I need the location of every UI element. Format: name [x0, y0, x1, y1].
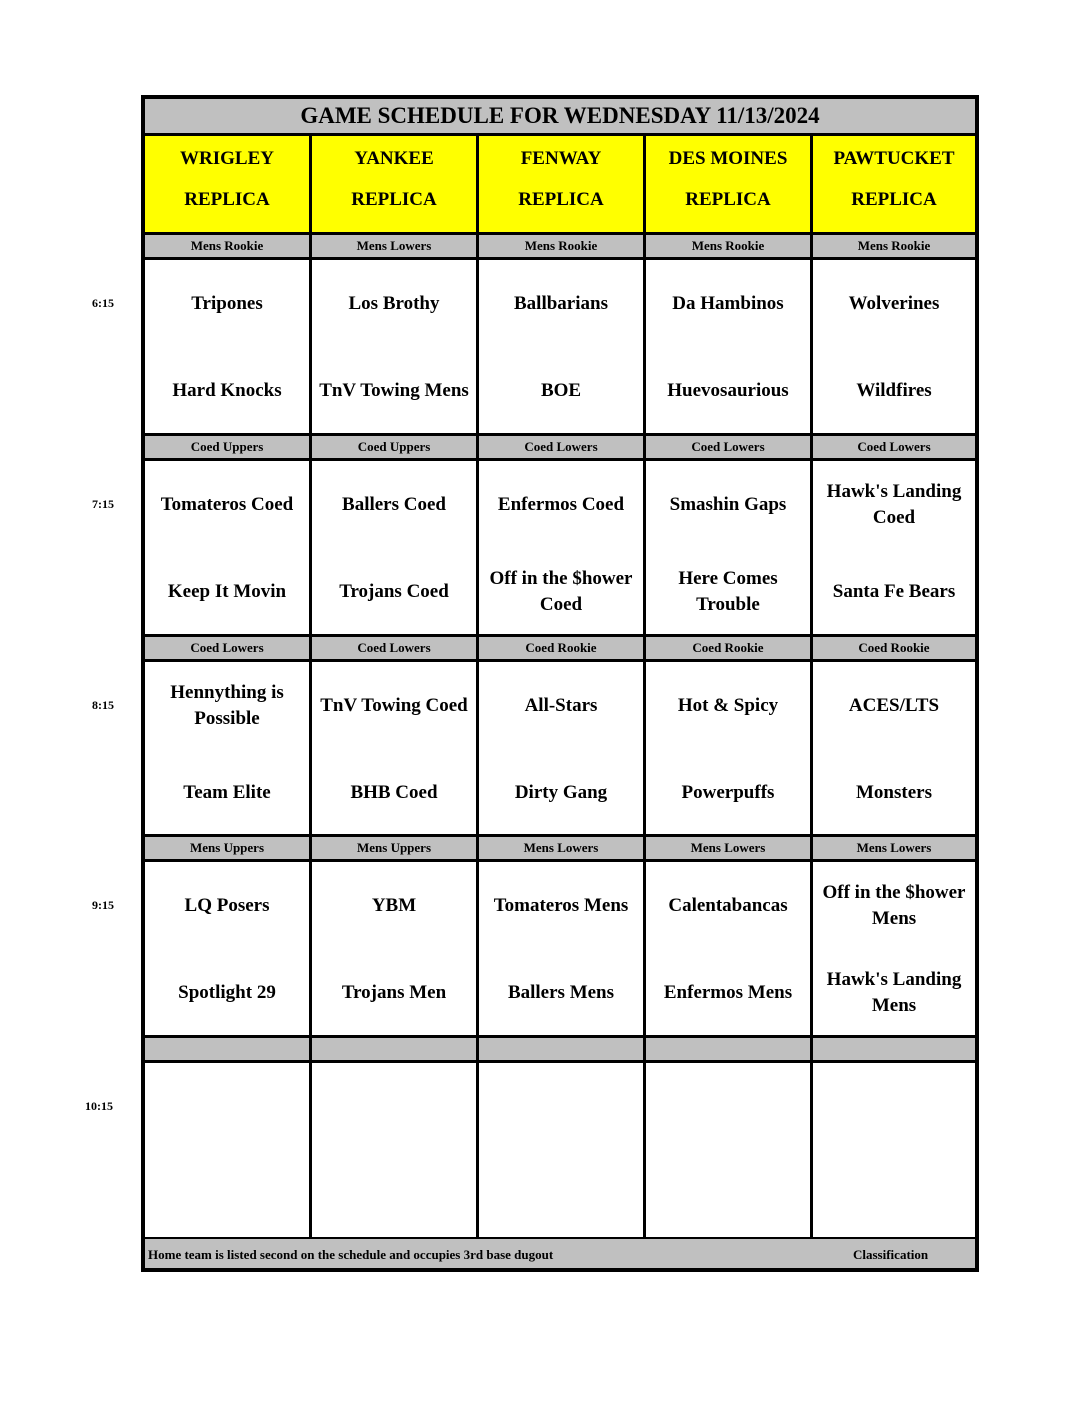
game-row — [145, 662, 975, 836]
game-row — [145, 461, 975, 635]
away-team: Ballbarians — [514, 293, 608, 314]
away-team: Tomateros Coed — [160, 494, 294, 515]
home-team: Hawk's Landing Mens — [826, 969, 962, 1016]
field-name: FENWAY — [520, 148, 602, 169]
field-subtitle: REPLICA — [184, 189, 270, 210]
home-team: Team Elite — [183, 782, 271, 803]
division-label: Coed Lowers — [646, 436, 813, 458]
time-slot-label: 6:15 — [92, 296, 114, 310]
game-cell — [646, 461, 813, 635]
division-label: Mens Rookie — [145, 235, 312, 257]
game-cell — [312, 461, 479, 635]
home-team: Trojans Men — [341, 982, 447, 1003]
away-team: Hot & Spicy — [677, 695, 779, 716]
time-slot-label: 10:15 — [85, 1099, 113, 1113]
game-cell — [646, 1063, 813, 1237]
game-cell — [646, 662, 813, 836]
game-cell — [479, 662, 646, 836]
game-cell — [813, 260, 975, 434]
game-cell — [479, 862, 646, 1036]
classification-label: Classification — [853, 1247, 929, 1262]
division-label: Coed Uppers — [312, 436, 479, 458]
game-cell — [312, 260, 479, 434]
away-team: Tripones — [191, 293, 263, 314]
game-cell — [646, 260, 813, 434]
away-team: Enfermos Coed — [497, 494, 625, 515]
away-team: Wolverines — [848, 293, 940, 314]
away-team: LQ Posers — [184, 895, 270, 916]
division-label: Coed Lowers — [479, 436, 646, 458]
division-label: Coed Lowers — [145, 637, 312, 659]
home-team: Santa Fe Bears — [832, 581, 956, 602]
division-label: Mens Rookie — [646, 235, 813, 257]
game-cell — [646, 862, 813, 1036]
home-team: Ballers Mens — [507, 982, 615, 1003]
home-team: TnV Towing Mens — [319, 380, 469, 401]
division-label: Mens Rookie — [479, 235, 646, 257]
game-schedule-table — [141, 95, 979, 1272]
classification-row — [145, 1035, 975, 1063]
away-team: Hennything is Possible — [170, 682, 284, 729]
field-header — [145, 136, 312, 232]
division-label — [312, 1038, 479, 1060]
field-header — [813, 136, 975, 232]
classification-row — [145, 834, 975, 862]
field-name: DES MOINES — [668, 148, 788, 169]
away-team: Hawk's Landing Coed — [826, 481, 962, 528]
game-cell — [312, 1063, 479, 1237]
game-cell — [312, 662, 479, 836]
division-label: Coed Rookie — [646, 637, 813, 659]
home-team: Keep It Movin — [167, 581, 287, 602]
home-team: Dirty Gang — [514, 782, 608, 803]
game-cell — [813, 1063, 975, 1237]
home-team: Here Comes Trouble — [678, 568, 778, 615]
game-cell — [312, 862, 479, 1036]
division-label: Mens Lowers — [813, 837, 975, 859]
classification-row — [145, 634, 975, 662]
field-header — [312, 136, 479, 232]
time-column — [0, 0, 140, 1408]
field-header-row — [145, 136, 975, 232]
home-team: Spotlight 29 — [178, 982, 276, 1003]
game-cell — [479, 260, 646, 434]
home-team: Powerpuffs — [681, 782, 775, 803]
division-label: Coed Lowers — [312, 637, 479, 659]
field-subtitle: REPLICA — [518, 189, 604, 210]
division-label: Coed Uppers — [145, 436, 312, 458]
home-team: BOE — [540, 380, 582, 401]
field-subtitle: REPLICA — [351, 189, 437, 210]
field-subtitle: REPLICA — [685, 189, 771, 210]
away-team: Ballers Coed — [342, 494, 446, 515]
game-cell — [813, 662, 975, 836]
home-team: Huevosaurious — [667, 380, 789, 401]
away-team: Tomateros Mens — [493, 895, 629, 916]
division-label: Coed Rookie — [813, 637, 975, 659]
game-cell — [479, 1063, 646, 1237]
home-team: BHB Coed — [350, 782, 438, 803]
division-label: Mens Lowers — [479, 837, 646, 859]
home-team: Enfermos Mens — [663, 982, 793, 1003]
field-name: YANKEE — [354, 148, 434, 169]
game-row — [145, 260, 975, 434]
home-team: Wildfires — [856, 380, 932, 401]
away-team: YBM — [371, 895, 417, 916]
game-cell — [145, 662, 312, 836]
game-cell — [145, 862, 312, 1036]
classification-row — [145, 433, 975, 461]
division-label: Coed Lowers — [813, 436, 975, 458]
away-team: All-Stars — [524, 695, 598, 716]
division-label: Mens Rookie — [813, 235, 975, 257]
division-label: Mens Uppers — [145, 837, 312, 859]
field-name: PAWTUCKET — [833, 148, 955, 169]
away-team: Da Hambinos — [672, 293, 784, 314]
home-team: Hard Knocks — [172, 380, 282, 401]
classification-row — [145, 232, 975, 260]
division-label — [813, 1038, 975, 1060]
game-row — [145, 1063, 975, 1237]
division-label: Mens Lowers — [646, 837, 813, 859]
time-slot-label: 9:15 — [92, 898, 114, 912]
away-team: Los Brothy — [348, 293, 440, 314]
game-row — [145, 862, 975, 1036]
division-label: Mens Uppers — [312, 837, 479, 859]
footer-row — [145, 1236, 975, 1268]
game-cell — [145, 260, 312, 434]
schedule-title: GAME SCHEDULE FOR WEDNESDAY 11/13/2024 — [145, 99, 975, 136]
division-label: Coed Rookie — [479, 637, 646, 659]
division-label — [145, 1038, 312, 1060]
home-team: Monsters — [856, 782, 932, 803]
game-cell — [813, 461, 975, 635]
division-label — [479, 1038, 646, 1060]
game-cell — [479, 461, 646, 635]
away-team: Smashin Gaps — [669, 494, 787, 515]
away-team: Off in the $hower Mens — [822, 882, 966, 929]
home-team-note: Home team is listed second on the schedule and occupies 3rd base dugout — [148, 1247, 554, 1262]
field-subtitle: REPLICA — [851, 189, 937, 210]
game-cell — [813, 862, 975, 1036]
field-header — [479, 136, 646, 232]
home-team: Trojans Coed — [339, 581, 449, 602]
time-slot-label: 7:15 — [92, 497, 114, 511]
field-name: WRIGLEY — [180, 148, 274, 169]
game-cell — [145, 1063, 312, 1237]
away-team: TnV Towing Coed — [320, 695, 468, 716]
division-label: Mens Lowers — [312, 235, 479, 257]
away-team: Calentabancas — [668, 895, 788, 916]
field-header — [646, 136, 813, 232]
division-label — [646, 1038, 813, 1060]
time-slot-label: 8:15 — [92, 698, 114, 712]
game-cell — [145, 461, 312, 635]
away-team: ACES/LTS — [848, 695, 940, 716]
home-team: Off in the $hower Coed — [489, 568, 633, 615]
